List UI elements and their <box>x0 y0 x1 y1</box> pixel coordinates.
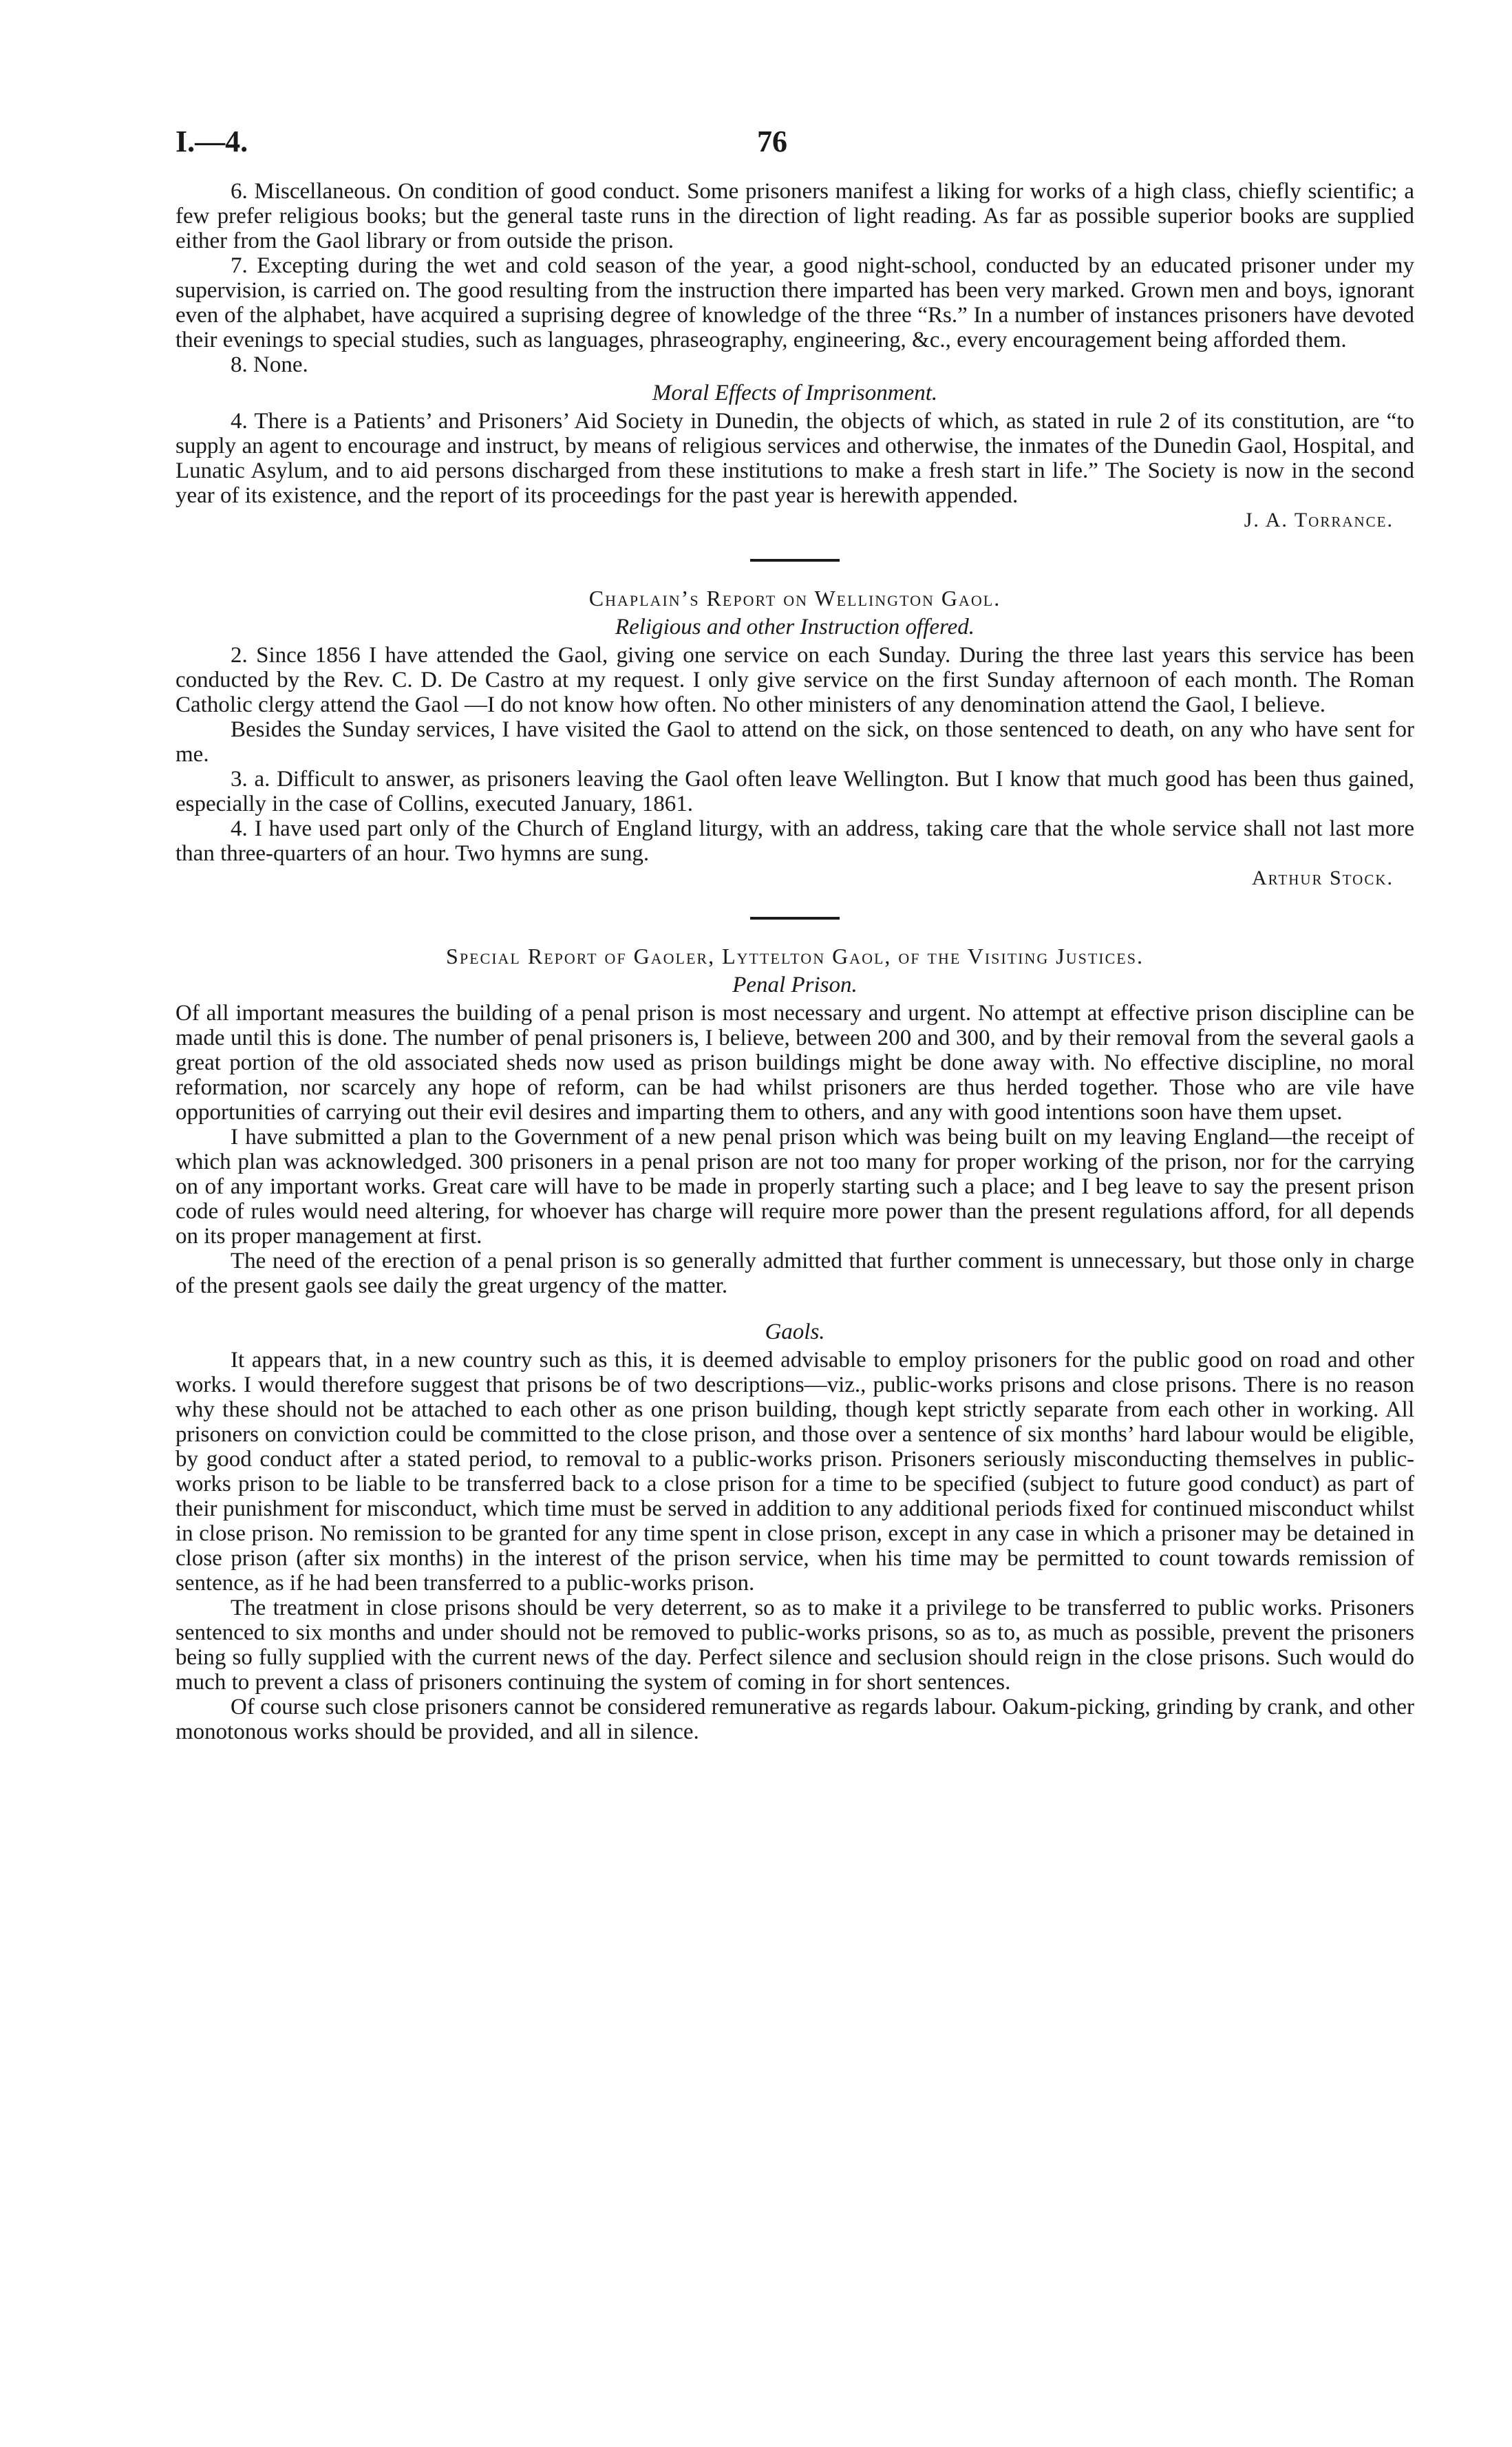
section-gaoler-report <box>175 943 1414 1744</box>
paragraph: Of course such close prisoners cannot be considered remunerative as regards labour. Oakum-picking, grinding by crank, and other monotonous works should be provided, and all in silence. <box>175 1695 1414 1744</box>
gaoler-report-title: Special Report of Gaoler, Lyttelton Gaol, of the Visiting Justices. <box>446 944 1144 968</box>
subheading-penal-prison: Penal Prison. <box>732 973 858 997</box>
paragraph: 8. None. <box>231 352 308 377</box>
paragraph: 2. Since 1856 I have attended the Gaol, giving one service on each Sunday. During the three last years this service has been conducted by the Rev. C. D. De Castro at my request. I only give service on the first Sunday afternoon of each month. The Roman Catholic clergy attend the Gaol —I do not know how often. No other ministers of any denomination attend the Gaol, I believe. <box>175 643 1414 717</box>
paragraph: The treatment in close prisons should be very deterrent, so as to make it a privilege to be transferred to public works. Prisoners sentenced to six months and under should not be removed to public-works prisons, so as to, as much as possible, prevent the prisoners being so fully supplied with the current news of the day. Perfect silence and seclusion should reign in the close prisons. Such would do much to prevent a class of prisoners continuing the system of coming in for short sentences. <box>175 1596 1414 1695</box>
paragraph: 3. a. Difficult to answer, as prisoners leaving the Gaol often leave Wellington. But I know that much good has been thus gained, especially in the case of Collins, executed January, 1861. <box>175 767 1414 816</box>
section-divider <box>750 559 840 562</box>
paragraph: 4. There is a Patients’ and Prisoners’ Aid Society in Dunedin, the objects of which, as stated in rule 2 of its constitution, are “to supply an agent to encourage and instruct, by means of religious services and otherwise, the inmates of the Dunedin Gaol, Hospital, and Lunatic Asylum, and to aid persons discharged from these institutions to make a fresh start in life.” The Society is now in the second year of its existence, and the report of its proceedings for the past year is herewith appended. <box>175 409 1414 508</box>
section-chaplain-report <box>175 585 1414 891</box>
page-number: 76 <box>757 125 787 158</box>
subheading-gaols: Gaols. <box>765 1320 825 1344</box>
section-miscellaneous <box>175 179 1414 533</box>
paragraph: It appears that, in a new country such as this, it is deemed advisable to employ prisoners for the public good on road and other works. I would therefore suggest that prisons be of two descriptions—viz., public-works prisons and close prisons. There is no reason why these should not be attached to each other as one prison building, though kept strictly separate from each other in working. All prisoners on conviction could be committed to the close prison, and those over a sentence of six months’ hard labour would be eligible, by good conduct after a stated period, to removal to a public-works prison. Prisoners seriously misconducting themselves in public-works prison to be liable to be transferred back to a close prison for a time to be specified (subject to future good conduct) as part of their punishment for misconduct, which time must be served in addition to any additional periods fixed for continued misconduct whilst in close prison. No remission to be granted for any time spent in close prison, except in any case in which a prisoner may be detained in close prison (after six months) in the interest of the prison service, when his time may be permitted to count towards remission of sentence, as if he had been transferred to a public-works prison. <box>175 1348 1414 1596</box>
paragraph: 4. I have used part only of the Church of England liturgy, with an address, taking care that the whole service shall not last more than three-quarters of an hour. Two hymns are sung. <box>175 816 1414 866</box>
page-header <box>175 124 1414 179</box>
document-page <box>175 124 1414 1744</box>
chaplain-report-title: Chaplain’s Report on Wellington Gaol. <box>588 586 1001 611</box>
paragraph: Of all important measures the building of a penal prison is most necessary and urgent. No attempt at effective prison discipline can be made until this is done. The number of penal prisoners is, I believe, between 200 and 300, and by their removal from the several gaols a great portion of the old associated sheds now used as prison buildings might be done away with. No effective discipline, no moral reformation, nor scarcely any hope of reform, can be had whilst prisoners are thus herded together. Those who are vile have opportunities of carrying out their evil desires and imparting them to others, and any with good intentions soon have them upset. <box>175 1001 1414 1125</box>
subheading-moral-effects: Moral Effects of Imprisonment. <box>652 381 938 405</box>
paragraph: I have submitted a plan to the Government of a new penal prison which was being built on my leaving England—the receipt of which plan was acknowledged. 300 prisoners in a penal prison are not too many for proper working of the prison, nor for the carrying on of any important works. Great care will have to be made in properly starting such a place; and I beg leave to say the present prison code of rules would need altering, for whoever has charge will require more power than the present regulations afford, for all depends on its proper management at first. <box>175 1125 1414 1249</box>
signature-stock: Arthur Stock. <box>1251 867 1394 889</box>
section-divider <box>750 917 840 920</box>
paragraph: The need of the erection of a penal prison is so generally admitted that further comment is unnecessary, but those only in charge of the present gaols see daily the great urgency of the matter. <box>175 1249 1414 1298</box>
paragraph: 7. Excepting during the wet and cold season of the year, a good night-school, conducted by an educated prisoner under my supervision, is carried on. The good resulting from the instruction there imparted has been very marked. Grown men and boys, ignorant even of the alphabet, have acquired a suprising degree of knowledge of the three “Rs.” In a number of instances prisoners have devoted their evenings to special studies, such as languages, phraseography, engineering, &c., every encouragement being afforded them. <box>175 253 1414 352</box>
signature-torrance: J. A. Torrance. <box>1244 509 1394 531</box>
document-reference: I.—4. <box>175 125 248 158</box>
spacer <box>175 1298 1414 1316</box>
subheading-religious-instruction: Religious and other Instruction offered. <box>615 615 975 639</box>
paragraph: 6. Miscellaneous. On condition of good conduct. Some prisoners manifest a liking for works of a high class, chiefly scientific; a few prefer religious books; but the general taste runs in the direction of light reading. As far as possible superior books are supplied either from the Gaol library or from outside the prison. <box>175 179 1414 253</box>
paragraph: Besides the Sunday services, I have visited the Gaol to attend on the sick, on those sentenced to death, on any who have sent for me. <box>175 717 1414 767</box>
